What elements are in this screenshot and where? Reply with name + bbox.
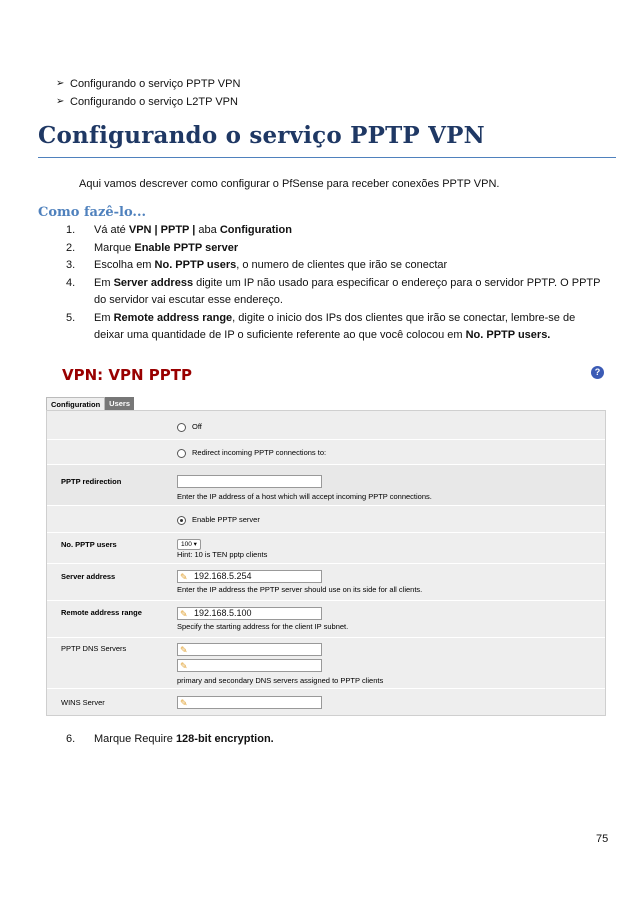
redirect-row <box>47 440 605 465</box>
toc-item-label: Configurando o serviço PPTP VPN <box>70 78 241 90</box>
redirect-option[interactable] <box>177 448 326 458</box>
step-text: Em Server address digite um IP não usado para especificar o endereço para o servidor PPTP. O PPTP do servidor vai escutar esse endereço. <box>94 276 601 306</box>
radio-icon[interactable] <box>177 423 186 432</box>
pptp-redirection-label: PPTP redirection <box>61 477 122 486</box>
enable-option[interactable] <box>177 515 260 525</box>
enable-label: Enable PPTP server <box>192 515 260 524</box>
step-number: 1. <box>66 224 76 236</box>
radio-icon[interactable] <box>177 449 186 458</box>
radio-selected-icon[interactable] <box>177 516 186 525</box>
page-number: 75 <box>596 833 609 845</box>
remote-range-input[interactable]: ✎ 192.168.5.100 <box>177 607 322 620</box>
vpn-page-title: VPN: VPN PPTP <box>62 366 192 384</box>
wins-label: WINS Server <box>61 698 105 707</box>
pencil-icon: ✎ <box>180 661 188 671</box>
step-text: Marque Require 128-bit encryption. <box>94 733 274 745</box>
server-address-hint: Enter the IP address the PPTP server should use on its side for all clients. <box>177 585 423 594</box>
pencil-icon: ✎ <box>180 572 188 582</box>
pencil-icon: ✎ <box>180 698 188 708</box>
dns-label: PPTP DNS Servers <box>61 644 127 653</box>
step-text: Vá até VPN | PPTP | aba Configuration <box>94 224 292 236</box>
pencil-icon: ✎ <box>180 645 188 655</box>
tab-configuration[interactable]: Configuration <box>46 397 105 412</box>
tab-users[interactable]: Users <box>105 397 134 411</box>
help-icon[interactable]: ? <box>591 366 604 379</box>
pptp-redirection-input[interactable] <box>177 475 322 488</box>
users-select-wrap <box>177 539 201 550</box>
step-item <box>66 310 606 345</box>
step-number: 4. <box>66 276 76 289</box>
step-text: Em Remote address range, digite o inicio dos IPs dos clientes que irão se conectar, lembre-se de deixar uma quantidade de IP o suficiente referente ao que você colocou em No. PPTP users. <box>94 311 576 341</box>
dns-row <box>47 638 605 689</box>
intro-paragraph: Aqui vamos descrever como configurar o PfSense para receber conexões PPTP VPN. <box>79 178 500 190</box>
server-address-row <box>47 564 605 601</box>
wins-row <box>47 689 605 715</box>
step-item <box>66 275 606 310</box>
remote-range-label: Remote address range <box>61 608 142 617</box>
subheading: Como fazê-lo... <box>38 205 146 220</box>
tab-bar <box>46 397 134 411</box>
dns-secondary-input[interactable] <box>177 659 322 672</box>
server-address-input[interactable]: ✎ 192.168.5.254 <box>177 570 322 583</box>
remote-range-hint: Specify the starting address for the client IP subnet. <box>177 622 349 631</box>
step-number: 5. <box>66 311 76 324</box>
redirect-label: Redirect incoming PPTP connections to: <box>192 448 327 457</box>
step-number: 3. <box>66 259 76 271</box>
toc-list <box>56 75 240 111</box>
step-item <box>66 222 606 240</box>
step-item <box>66 257 606 275</box>
wins-input[interactable] <box>177 696 322 709</box>
step-item <box>66 240 606 258</box>
heading-divider <box>38 157 616 158</box>
pptp-redirection-row <box>47 465 605 506</box>
remote-range-row <box>47 601 605 638</box>
pptp-redirection-hint: Enter the IP address of a host which will accept incoming PPTP connections. <box>177 492 432 501</box>
server-address-label: Server address <box>61 572 116 581</box>
pencil-icon: ✎ <box>180 609 188 619</box>
off-option[interactable] <box>177 422 202 432</box>
toc-item-label: Configurando o serviço L2TP VPN <box>70 96 238 108</box>
users-label: No. PPTP users <box>61 540 117 549</box>
toc-item[interactable] <box>56 93 240 111</box>
enable-row <box>47 506 605 533</box>
step-text: Marque Enable PPTP server <box>94 241 239 254</box>
off-row <box>47 411 605 440</box>
users-select[interactable]: 100 ▾ <box>177 539 201 550</box>
settings-panel <box>46 410 606 716</box>
step-text: Escolha em No. PPTP users, o numero de clientes que irão se conectar <box>94 259 448 271</box>
steps-list <box>66 222 606 345</box>
off-label: Off <box>192 422 202 431</box>
section-heading: Configurando o serviço PPTP VPN <box>38 122 485 149</box>
users-row <box>47 533 605 564</box>
step-item <box>66 733 274 745</box>
dns-primary-input[interactable] <box>177 643 322 656</box>
toc-item[interactable] <box>56 75 240 93</box>
arrow-bullet-icon: ➢ <box>56 78 65 89</box>
step-number: 2. <box>66 241 76 254</box>
step-number: 6. <box>66 733 76 745</box>
users-hint: Hint: 10 is TEN pptp clients <box>177 550 268 559</box>
dns-hint: primary and secondary DNS servers assigned to PPTP clients <box>177 676 384 685</box>
arrow-bullet-icon: ➢ <box>56 96 65 107</box>
